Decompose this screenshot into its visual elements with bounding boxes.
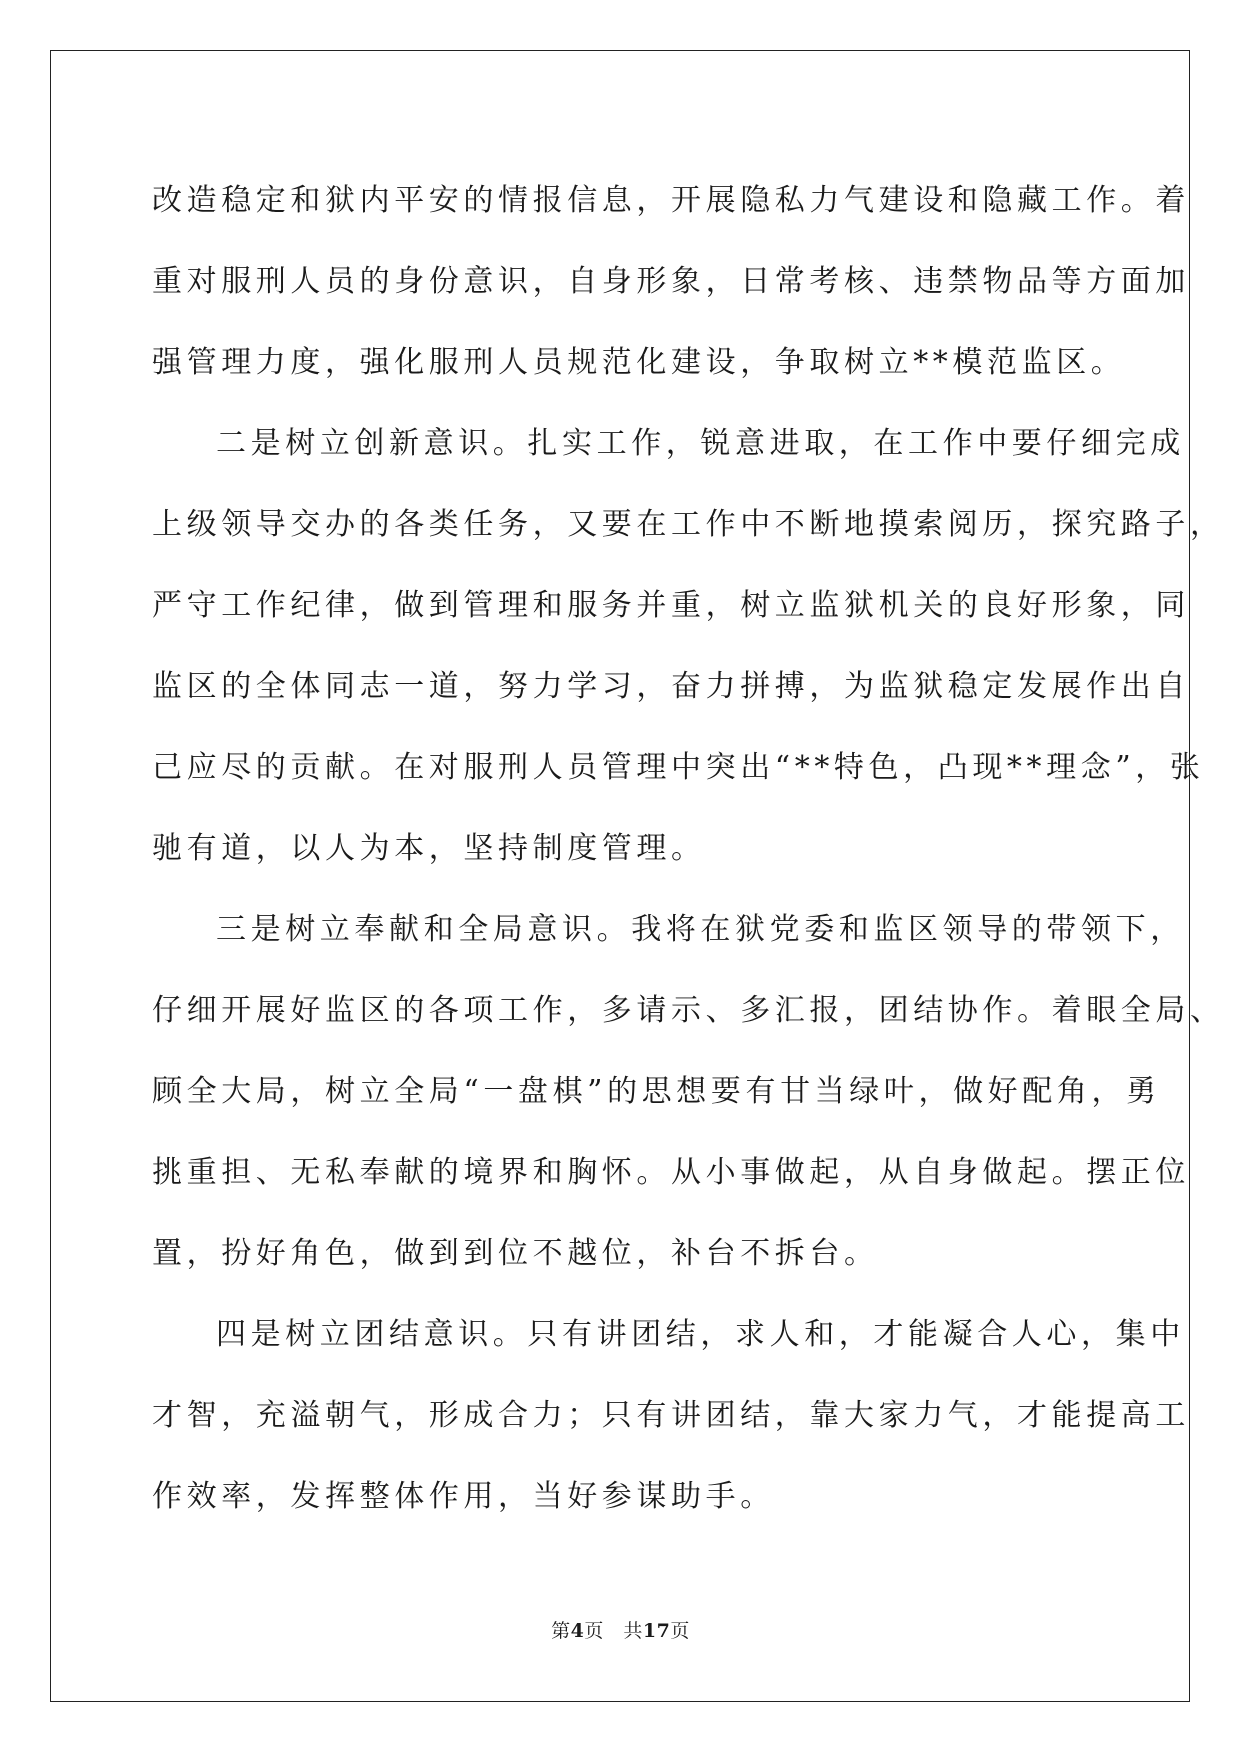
footer-prefix: 第 xyxy=(551,1620,571,1642)
text-line: 顾全大局，树立全局“一盘棋”的思想要有甘当绿叶，做好配角，勇 xyxy=(152,1074,1161,1109)
text-line: 才智，充溢朝气，形成合力；只有讲团结，靠大家力气，才能提高工 xyxy=(152,1398,1190,1433)
document-body xyxy=(152,160,1225,1537)
text-line: 作效率，发挥整体作用，当好参谋助手。 xyxy=(152,1479,775,1514)
text-line: 改造稳定和狱内平安的情报信息，开展隐私力气建设和隐藏工作。着 xyxy=(152,183,1190,218)
text-line: 上级领导交办的各类任务，又要在工作中不断地摸索阅历，探究路子， xyxy=(152,507,1225,542)
text-line: 重对服刑人员的身份意识，自身形象，日常考核、违禁物品等方面加 xyxy=(152,264,1190,299)
text-line: 己应尽的贡献。在对服刑人员管理中突出“**特色，凸现**理念”，张 xyxy=(152,750,1205,785)
footer-suffix: 页 xyxy=(670,1620,690,1642)
text-line: 挑重担、无私奉献的境界和胸怀。从小事做起，从自身做起。摆正位 xyxy=(152,1155,1190,1190)
total-page-count: 17 xyxy=(642,1620,671,1642)
text-line: 置，扮好角色，做到到位不越位，补台不拆台。 xyxy=(152,1236,879,1271)
text-line: 严守工作纪律，做到管理和服务并重，树立监狱机关的良好形象，同 xyxy=(152,588,1190,623)
text-line: 监区的全体同志一道，努力学习，奋力拼搏，为监狱稳定发展作出自 xyxy=(152,669,1190,704)
footer-middle: 页 共 xyxy=(584,1620,643,1642)
text-line: 强管理力度，强化服刑人员规范化建设，争取树立**模范监区。 xyxy=(152,345,1126,380)
text-line: 四是树立团结意识。只有讲团结，求人和，才能凝合人心，集中 xyxy=(216,1317,1185,1352)
text-line: 三是树立奉献和全局意识。我将在狱党委和监区领导的带领下， xyxy=(216,912,1185,947)
page-footer xyxy=(0,1616,1241,1643)
text-line: 仔细开展好监区的各项工作，多请示、多汇报，团结协作。着眼全局、 xyxy=(152,993,1225,1028)
current-page-number: 4 xyxy=(570,1620,585,1642)
text-line: 驰有道，以人为本，坚持制度管理。 xyxy=(152,831,706,866)
text-line: 二是树立创新意识。扎实工作，锐意进取，在工作中要仔细完成 xyxy=(216,426,1185,461)
